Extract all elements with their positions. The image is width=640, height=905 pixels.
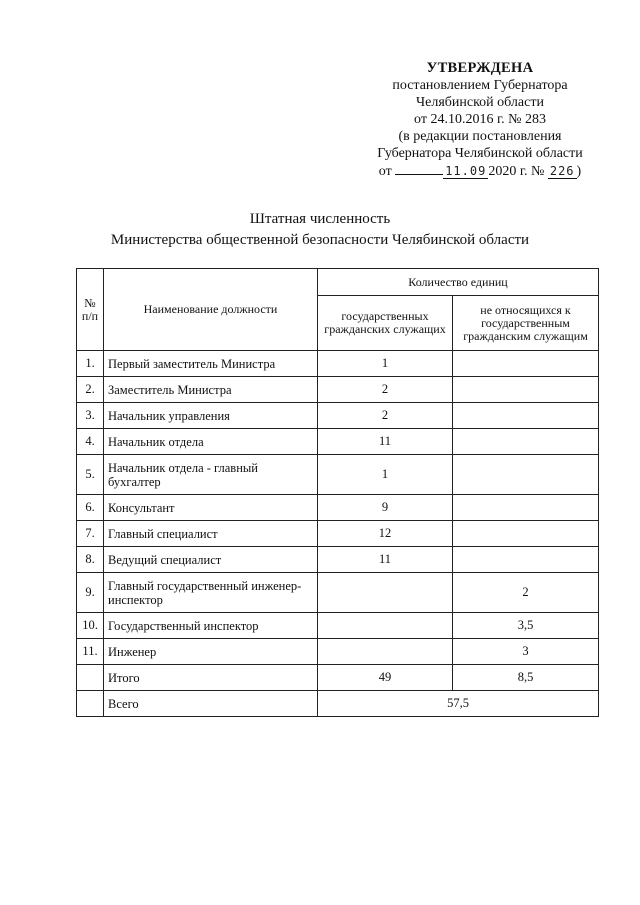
row-non-gov: [453, 455, 599, 495]
row-gov: [318, 639, 453, 665]
approval-heading: УТВЕРЖДЕНА: [426, 60, 534, 76]
row-position: Начальник отдела - главный бухгалтер: [104, 455, 318, 495]
row-gov: 11: [318, 547, 453, 573]
table-row: [77, 455, 599, 495]
row-position: Заместитель Министра: [104, 377, 318, 403]
row-non-gov: [453, 403, 599, 429]
document-title: [0, 209, 640, 251]
row-position: Государственный инспектор: [104, 613, 318, 639]
row-gov: [318, 573, 453, 613]
approval-line-1: постановлением Губернатора: [392, 78, 568, 93]
row-position: Первый заместитель Министра: [104, 351, 318, 377]
grand-number-cell: [77, 691, 104, 717]
grand-total-row: [77, 691, 599, 717]
row-gov: 2: [318, 377, 453, 403]
table-row: [77, 403, 599, 429]
row-number: 11.: [77, 639, 104, 665]
row-position: Главный специалист: [104, 521, 318, 547]
table-row: [77, 547, 599, 573]
date-suffix: 2020 г. №: [488, 164, 545, 179]
row-number: 5.: [77, 455, 104, 495]
row-number: 10.: [77, 613, 104, 639]
table-row: [77, 429, 599, 455]
table-row: [77, 639, 599, 665]
table-row: [77, 573, 599, 613]
row-gov: 2: [318, 403, 453, 429]
approval-block: [360, 60, 600, 180]
row-non-gov: 3: [453, 639, 599, 665]
date-blank-line: [395, 162, 443, 175]
row-number: 6.: [77, 495, 104, 521]
row-position: Начальник управления: [104, 403, 318, 429]
row-gov: 1: [318, 351, 453, 377]
close-paren: ): [576, 164, 582, 179]
title-line-1: Штатная численность: [249, 211, 391, 227]
row-gov: 12: [318, 521, 453, 547]
row-position: Начальник отдела: [104, 429, 318, 455]
row-number: 9.: [77, 573, 104, 613]
total-gov: 49: [318, 665, 453, 691]
total-label: Итого: [104, 665, 318, 691]
row-gov: 9: [318, 495, 453, 521]
table-row: [77, 495, 599, 521]
row-non-gov: 2: [453, 573, 599, 613]
row-gov: [318, 613, 453, 639]
table-row: [77, 613, 599, 639]
row-non-gov: [453, 521, 599, 547]
header-number: № п/п: [77, 269, 104, 351]
table-row: [77, 351, 599, 377]
handwritten-date: 11.09: [445, 164, 487, 178]
approval-line-2: Челябинской области: [416, 95, 544, 110]
total-row: [77, 665, 599, 691]
table-row: [77, 521, 599, 547]
grand-total-label: Всего: [104, 691, 318, 717]
row-position: Инженер: [104, 639, 318, 665]
header-non-gov: не относящихся к государственным гражданским служащим: [453, 296, 599, 351]
header-gov: государственных гражданских служащих: [318, 296, 453, 351]
approval-line-5: Губернатора Челябинской области: [377, 146, 583, 161]
total-non-gov: 8,5: [453, 665, 599, 691]
row-non-gov: [453, 495, 599, 521]
row-position: Главный государственный инженер-инспектор: [104, 573, 318, 613]
date-prefix: от: [378, 164, 392, 179]
header-position: Наименование должности: [104, 269, 318, 351]
approval-date-line: [360, 162, 600, 180]
handwritten-number: 226: [549, 164, 575, 178]
row-non-gov: [453, 547, 599, 573]
staff-table: [76, 268, 599, 717]
row-number: 8.: [77, 547, 104, 573]
row-non-gov: 3,5: [453, 613, 599, 639]
header-units: Количество единиц: [318, 269, 599, 296]
row-non-gov: [453, 377, 599, 403]
table-row: [77, 377, 599, 403]
row-number: 7.: [77, 521, 104, 547]
row-gov: 1: [318, 455, 453, 495]
row-non-gov: [453, 429, 599, 455]
row-gov: 11: [318, 429, 453, 455]
row-non-gov: [453, 351, 599, 377]
total-number-cell: [77, 665, 104, 691]
title-line-2: Министерства общественной безопасности Челябинской области: [110, 232, 530, 248]
row-number: 3.: [77, 403, 104, 429]
approval-line-3: от 24.10.2016 г. № 283: [414, 112, 546, 127]
row-position: Ведущий специалист: [104, 547, 318, 573]
approval-line-4: (в редакции постановления: [398, 129, 562, 144]
row-number: 4.: [77, 429, 104, 455]
row-number: 2.: [77, 377, 104, 403]
grand-total-value: 57,5: [318, 691, 599, 717]
row-number: 1.: [77, 351, 104, 377]
row-position: Консультант: [104, 495, 318, 521]
